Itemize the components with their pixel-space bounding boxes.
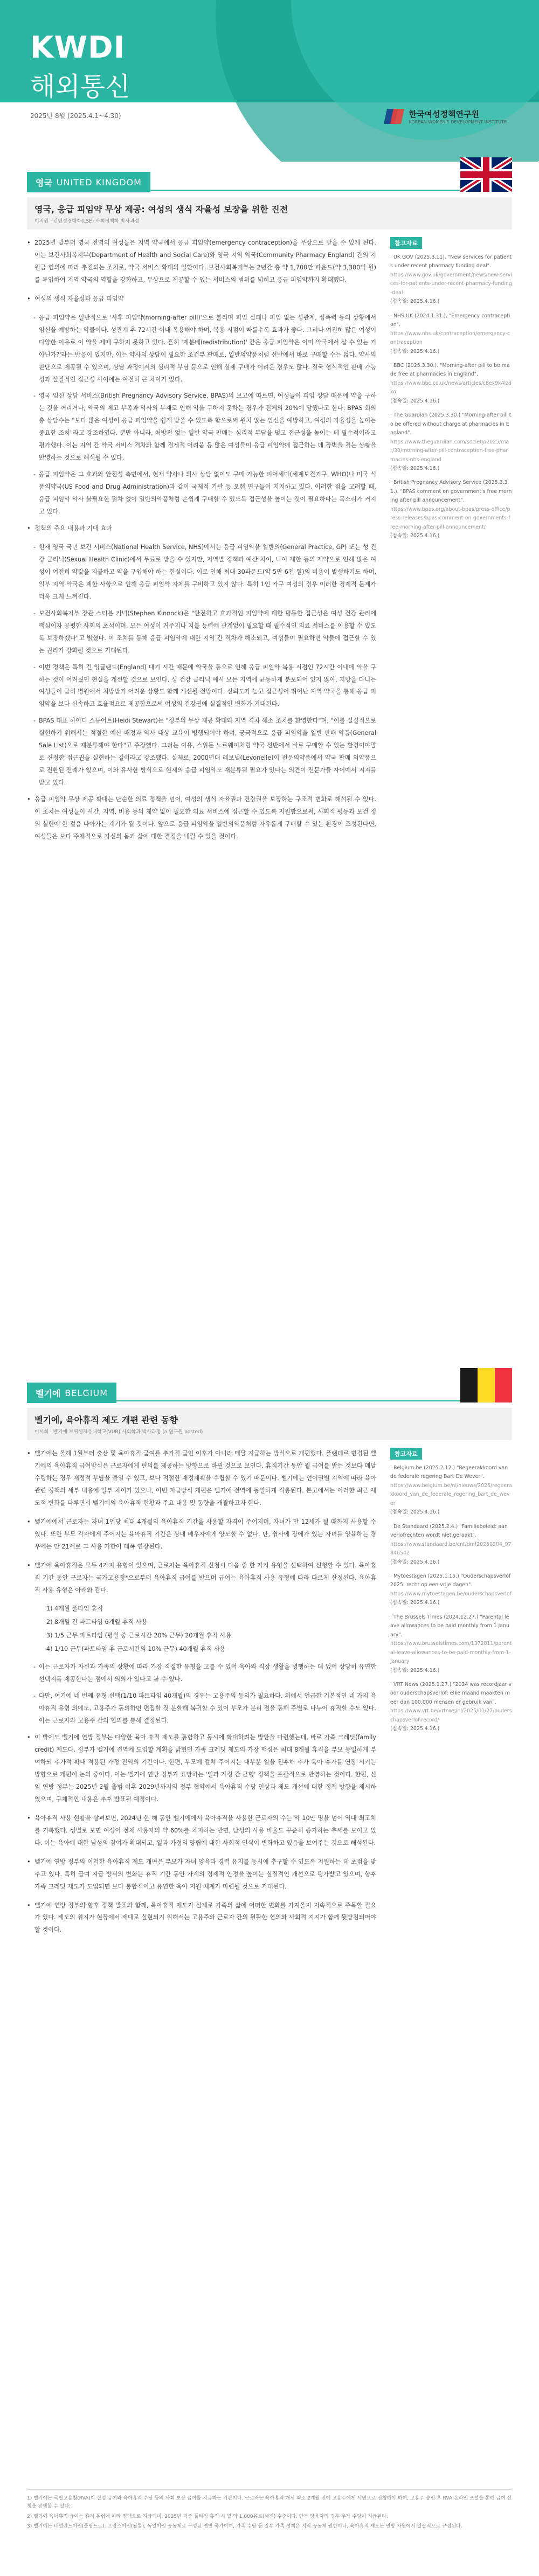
be-reference-item <box>390 1613 512 1675</box>
reference-link[interactable]: https://www.bbc.co.uk/news/articles/c8ex9k4lzdxo <box>390 380 512 395</box>
uk-paragraph: - 현재 영국 국민 보건 서비스(National Health Service, NHS)에서는 응급 피임약을 일반의(General Practice, GP) 또는 성 건강 클리닉(Sexual Health Clinic)에서 무료로 받을 수 있지만, 지역별 정책과 예산 차이, 나이 제한 등의 제약으로 인해 많은 여성이 여전히 약값을 지불하고 약을 구입해야 하는 현실이다. 이로 인해 최대 30파운드(약 5만 6천 원)의 비용이 발생하기도 하며, 일부 지역 약국은 제한 사항으로 인해 응급 피임약 자체를 구비하고 있지 않다. 특히 1인 가구 여성의 경우 이러한 경제적 문제가 더욱 크게 느껴진다. <box>27 541 376 603</box>
body-be <box>27 1448 376 1943</box>
reference-link[interactable]: https://www.gov.uk/government/news/new-services-for-patients-under-recent-pharmacy-funding-deal <box>390 272 512 296</box>
reference-text: · BBC (2025.3.30.). "Morning-after pill to be made free at pharmacies in England". <box>390 362 510 378</box>
be-reference-item <box>390 1681 512 1734</box>
reference-date: (접속일: 2025.4.16.) <box>390 465 440 471</box>
uk-paragraph: - BPAS 대표 하이디 스튜어트(Heidi Stewart)는 "정부의 무상 제공 확대와 지역 격차 해소 조치를 환영한다"며, "이를 실질적으로 실현하기 위해서는 적절한 예산 배정과 약사 대상 교육이 병행되어야 하며, 궁극적으로 응급 피임약을 일반 판매 약품(General Sale List)으로 재분류해야 한다"고 주장했다. 그러는 이유, 스위든 노르웨이처럼 약국 선반에서 바로 구매할 수 있는 환경이야말로 진정한 접근권을 실현하는 길이라고 강조했다. 실제로, 2000년대 레보넬(Levonelle)이 전문의약품에서 약국 판매 의약품으로 전환된 전례가 있으며, 이와 유사한 방식으로 현재의 응급 피임약도 재분류될 필요가 있다는 의견이 전문가들 사이에서 지지를 받고 있다. <box>27 715 376 789</box>
reference-date: (접속일: 2025.4.16.) <box>390 1559 440 1565</box>
be-reference-item <box>390 1464 512 1517</box>
reference-text: · The Brussels Times (2024.12.27.) "Parental leave allowances to be paid monthly from 1 January". <box>390 1614 509 1638</box>
belgium-flag-icon <box>460 1368 512 1402</box>
ref-title-uk: 참고자료 <box>390 237 422 249</box>
footnote-item: 2) 벨기에 육아휴직 급여는 휴직 유형에 따라 정액으로 지급되며, 2025년 기준 풀타임 휴직 시 월 약 1,000유로(세전) 수준이다. 단독 양육자의 경우 추가 수당이 지급된다. <box>27 2513 388 2519</box>
org-sub: KOREAN WOMEN'S DEVELOPMENT INSTITUTE <box>409 120 507 124</box>
reference-date: (접속일: 2025.4.16.) <box>390 348 440 355</box>
reference-date: (접속일: 2025.4.16.) <box>390 1600 440 1606</box>
uk-paragraph: • 정책의 주요 내용과 기대 효과 <box>27 523 376 535</box>
reference-text: · The Guardian (2025.3.30.) "Morning-after pill to be offered without charge at pharmacies in England". <box>390 412 512 436</box>
reference-link[interactable]: https://www.bpas.org/about-bpas/press-office/press-releases/bpas-comment-on-governments-free-morning-after-pill-announcement/ <box>390 506 510 530</box>
reference-date: (접속일: 2025.4.16.) <box>390 298 440 305</box>
uk-paragraph: - 응급 피임약은 일반적으로 '사후 피임약(morning-after pill)'으로 불리며 피임 실패나 피임 없는 성관계, 성폭력 등의 상황에서 임신을 예방하는 약물이다. 성관계 후 72시간 이내 복용해야 하며, 복용 시점이 빠를수록 효과가 좋다. 그러나 여전히 많은 여성이 다양한 이유로 이 약을 제때 구하지 못하고 있다. 흔히 '재분배(redistribution)' 같은 응급 피임약은 이미 약국에서 살 수 있는 거 아닌가?'라는 반응이 있지만, 이는 약사의 상담이 필요한 조건부 판매로, 일반의약품처럼 선반에서 바로 구매할 수는 없다. 약사의 판단으로 제공될 수 있으며, 상담 과정에서의 심리적 부담 등으로 인해 실제 구매가 어려운 경우도 많다. 결국 형식적인 판매 가능성과 실질적인 접근성 사이에는 여전히 큰 차이가 있다. <box>27 312 376 386</box>
uk-reference-item <box>390 312 512 356</box>
newsletter-title-en: KWDI <box>30 30 126 65</box>
footnote-item: 1) 벨기에는 국립고용청(RVA)이 실업 급여와 육아휴직 수당 등의 사회 보장 급여를 지급하는 기관이다. 근로자는 육아휴직 개시 최소 2개월 전에 고용주에게 서면으로 신청해야 하며, 고용주 승인 후 RVA 온라인 포털을 통해 급여 신청을 진행할 수 있다. <box>27 2496 512 2510</box>
references-be <box>390 1448 512 1943</box>
reference-link[interactable]: https://www.vrt.be/vrtnws/nl/2025/01/27/ouderschapsverlof-record/ <box>390 1708 512 1723</box>
uk-paragraph: - 보건사회복지부 장관 스티븐 키넉(Stephen Kinnock)은 "안전하고 효과적인 피임약에 대한 평등한 접근성은 여성 건강 관리에 핵심이자 공평한 사회의 초석이며, 모든 여성이 거주지나 지불 능력에 관계없이 필요할 때 필수적인 의료 서비스를 이용할 수 있도록 보장하겠다"고 밝혔다. 이 조치를 통해 응급 피임약에 대한 지역 간 격차가 해소되고, 여성들이 필요하면 약물에 접근할 수 있는 권리가 강화될 것으로 기대된다. <box>27 608 376 657</box>
org-logo[interactable] <box>383 106 507 127</box>
body-uk <box>27 237 376 850</box>
uk-reference-item <box>390 411 512 473</box>
uk-paragraph: - 영국 임신 상담 서비스(British Pregnancy Advisory Service, BPAS)의 보고에 따르면, 여성들이 피임 상담 때문에 약을 구하는 것을 꺼리거나, 약국의 제고 부족과 약사의 부재로 인해 약을 구하지 못하는 경우가 전체의 20%에 달했다고 한다. BPAS 회의 총 상담수는 "보다 많은 여성이 응급 피임약을 쉽게 받을 수 있도록 함으로써 원치 않는 임신을 예방하고, 여성의 자율성을 높이는 중요한 조치"라고 강조하였다. 뿐만 아니라, 처방전 없는 일반 약국 판매는 심리적 부담을 덜고 접근성을 높이는 데 필수적이라고 평가했다. 이는 지역 간 약국 서비스 격차와 함께 경제적 어려움 등 많은 여성들이 응급 피임약에 접근하는 데 장벽을 겪는 상황을 반영하는 것으로 해석될 수 있다. <box>27 390 376 464</box>
uk-paragraph: - 이번 정책은 특히 긴 잉글랜드(England) 대기 시간 때문에 약국을 통으로 인해 응급 피임약 복용 시점인 72시간 이내에 약을 구하는 것이 어려웠던 현실을 개선할 것으로 보인다. 성 건강 클리닉 예시 모든 지역에 균등하게 분포되어 있지 않아, 지방을 다니는 여성들이 급히 병원에서 처방받기 어려운 상황도 함께 개선될 전망이다. 신뢰도가 높고 접근성이 뛰어난 지역 약국을 통해 응급 피임약을 보다 신속하고 효율적으로 제공함으로써 여성의 건강권에 실질적인 변화가 기대된다. <box>27 662 376 711</box>
be-paragraph: - 이는 근로자가 자신과 가족의 상황에 따라 가장 적절한 유형을 고를 수 있어 육아와 직장 생활을 병행하는 데 있어 상당히 유연한 선택지를 제공한다는 점에서 의의가 있다고 볼 수 있다. <box>27 1661 376 1686</box>
reference-link[interactable]: https://www.mytoestagen.be/ouderschapsverlof <box>390 1591 512 1597</box>
be-reference-item <box>390 1523 512 1567</box>
author-uk: 이지원 · 런던정경대학(LSE) 사회정책학 박사과정 <box>34 219 140 224</box>
headline-be: 벨기에, 육아휴직 제도 개편 관련 동향 <box>34 1415 178 1425</box>
uk-paragraph: • 2025년 말부터 영국 전역의 여성들은 지역 약국에서 응급 피임약(emergency contraception)을 무상으로 받을 수 있게 된다. 이는 보건사회복지부(Department of Health and Social Care)와 영국 지역 약국(Community Pharmacy England) 간의 지원금 협의에 따라 추진되는 조치로, 약국 서비스 확대의 일환이다. 보건사회복지부는 2년간 총 약 1,700만 파운드(약 3,300억 원)를 투입하여 지역 약국의 역할을 강화하고, 무상으로 제공할 수 있는 서비스의 범위를 넓히고 응급 피임약까지 확대했다. <box>27 237 376 287</box>
reference-date: (접속일: 2025.4.16.) <box>390 1726 440 1732</box>
leave-type-item: 3) 1/5 근무 파트타임 (평일 중 근로시간 20% 근무) 20개월 휴직 사용 <box>46 1632 232 1640</box>
reference-text: · Mytoestagen (2025.1.15.) "Ouderschapsverlof 2025: recht op een vrije dagen". <box>390 1573 511 1588</box>
reference-text: · Belgium.be (2025.2.12.) "Regeerakkoord van de federale regering Bart De Wever". <box>390 1465 508 1480</box>
leave-type-item: 1) 4개월 풀타임 휴직 <box>46 1605 103 1613</box>
reference-date: (접속일: 2025.4.16.) <box>390 533 440 539</box>
be-paragraph: • 육아휴직 사용 현황을 살펴보면, 2024년 한 해 동안 벨기에에서 육아휴직을 사용한 근로자의 수는 약 10만 명을 넘어 역대 최고치를 기록했다. 성별로 보면 여성이 전체 사용자의 약 60%를 차지하는 반면, 남성의 사용 비율도 꾸준히 증가하는 추세를 보이고 있다. 이는 육아에 대한 남성의 참여가 확대되고, 일과 가정의 양립에 대한 사회적 인식이 변화하고 있음을 보여주는 것으로 해석된다. <box>27 1813 376 1850</box>
uk-paragraph: • 여성의 생식 자율성과 응급 피임약 <box>27 293 376 305</box>
reference-text: · VRT News (2025.1.27.) "2024 was recordjaar voor ouderschapsverlof: elke maand maakten meer dan 100.000 mensen er gebruik van". <box>390 1681 512 1705</box>
reference-link[interactable]: https://www.theguardian.com/society/2025/mar/30/morning-after-pill-contraception-free-pharmacies-nhs-england <box>390 439 509 463</box>
reference-date: (접속일: 2025.4.16.) <box>390 1509 440 1516</box>
reference-date: (접속일: 2025.4.16.) <box>390 1667 440 1674</box>
article-be <box>27 1382 512 1943</box>
be-reference-item <box>390 1572 512 1608</box>
be-paragraph: • 벨기에 연방 정부의 향후 정책 발표와 함께, 육아휴직 제도가 실제로 가족의 삶에 어떠한 변화를 가져올지 지속적으로 주목할 필요가 있다. 제도의 취지가 현장에서 제대로 실현되기 위해서는 고용주와 근로자 간의 원활한 협의와 사회적 지지가 함께 뒷받침되어야 할 것이다. <box>27 1900 376 1937</box>
reference-link[interactable]: https://www.belgium.be/nl/nieuws/2025/regeerakkoord_van_de_federale_regering_bart_de_wever <box>390 1482 512 1506</box>
article-uk <box>27 171 512 850</box>
uk-paragraph: • 응급 피임약 무상 제공 확대는 단순한 의료 정책을 넘어, 여성의 생식 자율권과 건강권을 보장하는 구조적 변화로 해석될 수 있다. 이 조치는 여성들이 시간, 지역, 비용 등의 제약 없이 필요한 의료 서비스에 접근할 수 있도록 지원함으로써, 사회적 평등과 보건 정의 실현에 한 걸음 나아가는 계기가 될 것이다. 앞으로 응급 피임약을 일반의약품처럼 자유롭게 구매할 수 있는 환경이 조성된다면, 여성들은 보다 주체적으로 자신의 몸과 삶에 대한 결정을 내릴 수 있을 것이다. <box>27 794 376 843</box>
reference-text: · NHS UK (2024.1.31.). "Emergency contraception". <box>390 313 510 328</box>
footnote-item: 3) 벨기에는 네덜란드어권(플랑드르), 프랑스어권(왈롱), 독일어권 공동체로 구성된 연방 국가이며, 가족 수당 등 일부 가족 정책은 지역 공동체 권한이나, 육아휴직 제도는 연방 차원에서 일괄적으로 규정된다. <box>27 2523 462 2529</box>
be-paragraph: • 벨기에 육아휴직은 모두 4가지 유형이 있으며, 근로자는 육아휴직 신청시 다음 중 한 가지 유형을 선택하여 신청할 수 있다. 육아휴직 기간 동안 근로자는 국가고용청*으로부터 육아휴직 급여를 받으며 급여는 육아휴직 사용 유형에 따라 다르게 산정된다. 육아휴직 사용 유형은 아래와 같다. <box>27 1560 376 1597</box>
ref-title-be: 참고자료 <box>390 1448 422 1460</box>
headline-box-be <box>27 1408 512 1440</box>
reference-text: · UK GOV (2025.3.11). "New services for patients under recent pharmacy funding deal". <box>390 254 512 269</box>
be-paragraph: • 벨기에에서 근로자는 자녀 1인당 최대 4개월의 육아휴직 기간을 사용할 자격이 주어지며, 자녀가 만 12세가 될 때까지 사용할 수 있다. 또한 부모 각자에게 주어지는 육아휴직 기간은 상대 배우자에게 양도할 수 없다. 단, 쉽사에 장애가 있는 자녀를 양육하는 경우에는 만 21세로 그 사용 기한이 대폭 연장된다. <box>27 1516 376 1553</box>
issue-date: 2025년 8월 (2025.4.1~4.30) <box>30 112 121 120</box>
uk-reference-item <box>390 253 512 307</box>
newsletter-title-ko: 해외통신 <box>30 72 130 102</box>
leave-type-item: 4) 1/10 근무(파트타임 휴 근로시간의 10% 근무) 40개월 휴직 사용 <box>46 1645 226 1653</box>
uk-reference-item <box>390 478 512 540</box>
be-paragraph: - 다만, 여기에 네 번째 유형 선택(1/10 파트타임 40개월)의 경우는 고용주의 동의가 필요하다. 위에서 언급한 기본적인 네 가지 육아휴직 유형 외에도, 고용주가 동의하면 편집할 것 분할해 복귀할 수 있어 부모가 분리 점을 통해 주별로 나누어 휴직할 수도 있다. 이는 근로자와 고용주 간의 협의를 통해 결정된다. <box>27 1690 376 1727</box>
uk-reference-item <box>390 362 512 406</box>
author-be: 이서희 · 벨기에 브뤼셀자유대학교(VUB) 사회학과 박사과정 (a 연구원 posted) <box>34 1429 203 1435</box>
uk-flag-icon <box>460 157 512 192</box>
leave-type-item: 2) 8개월 간 파트타임 6개월 휴직 사용 <box>46 1619 148 1626</box>
page-header <box>0 0 539 162</box>
headline-box-uk <box>27 197 512 230</box>
kwdi-logo-icon <box>383 106 405 127</box>
country-bar-be <box>27 1382 512 1404</box>
be-paragraph: • 벨기에 연방 정부의 이러한 육아휴직 제도 개편은 부모가 자녀 양육과 경력 유지를 동시에 추구할 수 있도록 지원하는 데 초점을 맞추고 있다. 특히 급여 지급 방식의 변화는 휴직 기간 동안 가계의 경제적 안정을 높이는 실질적인 개선으로 평가받고 있으며, 향후 가족 크레딧 제도가 도입되면 보다 통합적이고 유연한 육아 지원 체계가 마련될 것으로 기대된다. <box>27 1856 376 1893</box>
reference-text: · De Standaard (2025.2.4.) "Familiebeleid: aan verlofrechten wordt niet geraakt". <box>390 1523 508 1539</box>
columns-uk <box>27 237 512 850</box>
org-name: 한국여성정책연구원 KOREAN WOMEN'S DEVELOPMENT INSTITUTE <box>409 109 507 124</box>
references-uk <box>390 237 512 850</box>
reference-link[interactable]: https://www.standaard.be/cnt/dmf20250204_97846542 <box>390 1541 512 1557</box>
country-label-uk: 영국 UNITED KINGDOM <box>27 172 150 192</box>
footnote-divider <box>27 2489 512 2490</box>
columns-be <box>27 1448 512 1943</box>
country-label-be: 벨기에 BELGIUM <box>27 1383 116 1403</box>
be-paragraph: • 벨기에는 올해 1월부터 출산 및 육아휴직 급여를 추가적 급인 이후가 아니라 매달 지급하는 방식으로 개편했다. 플랜데르 변경된 벨기에의 육아휴직 급여방식은 근로자에게 편의를 제공하는 방향으로 바뀐 것으로 보인다. 휴직기간 동안 월 급여를 받는 것보다 매달 수령하는 경우 재정적 부담을 줄일 수 있고, 보다 적절한 재정계획을 수립할 수 있기 때문이다. 벨기에는 언어권별 지역에 따라 육아 관련 정책의 세부 내용에 일부 차이가 있으나, 이번 지급방식 개편은 벨기에 전역에 동일하게 적용된다. 본고에서는 이러한 최근 제도적 변화를 다루면서 벨기에의 육아휴직 현황과 주요 내용 및 동향을 개괄하고자 한다. <box>27 1448 376 1510</box>
headline-uk: 영국, 응급 피임약 무상 제공: 여성의 생식 자율성 보장을 위한 진전 <box>34 204 288 214</box>
footnotes <box>27 2495 512 2532</box>
reference-link[interactable]: https://www.brusselstimes.com/1372011/parental-leave-allowances-to-be-paid-monthly-from-1-january <box>390 1641 512 1665</box>
reference-date: (접속일: 2025.4.16.) <box>390 398 440 404</box>
uk-paragraph: - 응급 피임약은 그 효과와 안전성 측면에서, 현재 약사나 의사 상담 없이도 구매 가능한 피어세다(세계보건기구, WHO)나 미국 식품의약국(US Food and Drug Administration)과 같이 국제적 기관 등 오랜 연구들이 지지하고 있다. 이러한 점을 고려할 때, 응급 피임약 약사 불필요한 절차 없이 일반의약품처럼 손쉽게 구매할 수 있도록 접근성을 높이는 것이 필요하다는 목소리가 커지고 있다. <box>27 469 376 518</box>
reference-text: · British Pregnancy Advisory Service (2025.3.31.). "BPAS comment on government's free morning after pill announcement". <box>390 480 512 504</box>
reference-link[interactable]: https://www.nhs.uk/contraception/emergency-contraception <box>390 330 510 346</box>
be-paragraph: • 이 밖에도 벨기에 연방 정부는 다양한 육아 휴직 제도를 통합하고 동시에 확대하려는 방안을 마련했는데, 바로 가족 크레딧(family credit) 제도다. 정부가 벨기에 전역에 도입할 계획을 밝혔던 가족 크레딧 제도의 가장 핵심은 최대 8개월 휴직을 부모 동일하게 부여하되 추가적 확대 적용된 가정 전역의 기간이다. 한편, 부모에 걸쳐 주어지는 대부분 일을 전후해 추가 육아 휴가를 연장 시키는 방향으로 개편이 논의 중이다. 이는 벨기에 연방 정부가 표방하는 '일과 가정 간 균형' 정책을 포괄적으로 반영하는 것이다. 한편, 신임 연방 정부는 2025년 2월 출범 이후 2029년까지의 정부 협약에서 육아휴직 수당 인상과 제도 개선에 대한 정책 방향을 제시하였으며, 구체적인 내용은 추후 발표될 예정이다. <box>27 1732 376 1806</box>
country-bar-uk <box>27 171 512 193</box>
